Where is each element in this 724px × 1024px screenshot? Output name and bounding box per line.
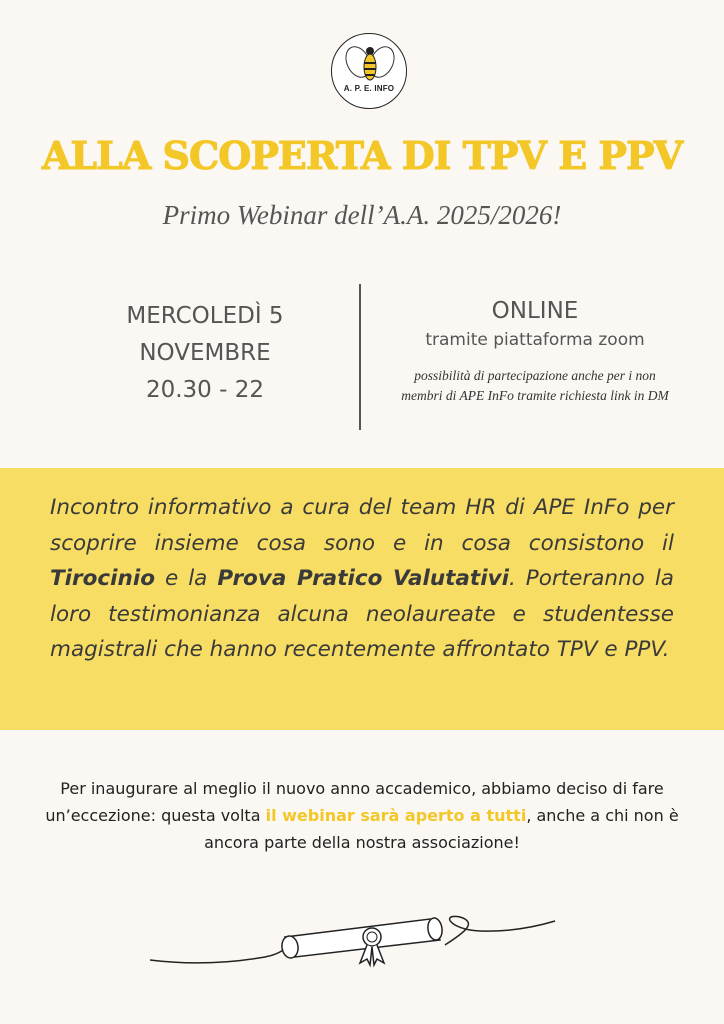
description-text: Incontro informativo a cura del team HR di APE InFo per scoprire insieme cosa sono e in cosa consistono il: [50, 495, 674, 556]
bee-logo-icon: [332, 34, 407, 109]
logo-text: A. P. E. INFO: [343, 84, 395, 93]
footer-highlight: il webinar sarà aperto a tutti: [265, 806, 527, 825]
event-datetime: [80, 298, 330, 409]
vertical-divider: [359, 284, 361, 430]
description-bold-ppv: Prova Pratico Valutativi: [217, 566, 509, 591]
page-title: ALLA SCOPERTA DI TPV E PPV: [41, 133, 683, 178]
event-note: possibilità di partecipazione anche per i non membri di APE InFo tramite richiesta link in DM: [401, 368, 669, 403]
footer-text: Per inaugurare al meglio il nuovo anno accademico, abbiamo deciso di fare un’eccezione: questa volta: [45, 779, 664, 825]
footer-text: , anche a chi non è ancora parte della nostra associazione!: [204, 806, 679, 852]
event-description: [50, 490, 674, 668]
page-subtitle: Primo Webinar dell’A.A. 2025/2026!: [162, 200, 562, 230]
description-text: . Porteranno la loro testimonianza alcuna neolaureate e studentesse magistrali che hanno recentemente affrontato TPV e PPV.: [50, 566, 674, 662]
description-bold-tirocinio: Tirocinio: [50, 566, 155, 591]
ape-info-logo: [331, 33, 407, 109]
event-date-month: NOVEMBRE: [139, 340, 271, 366]
footer-announcement: [40, 775, 684, 856]
event-date-day: MERCOLEDÌ 5: [126, 303, 284, 329]
event-platform: tramite piattaforma zoom: [425, 330, 645, 350]
event-time: 20.30 - 22: [145, 377, 265, 403]
description-text: e la: [154, 566, 218, 591]
event-location: [380, 298, 690, 406]
event-mode: ONLINE: [491, 298, 579, 324]
diploma-scroll-icon: [150, 905, 570, 975]
